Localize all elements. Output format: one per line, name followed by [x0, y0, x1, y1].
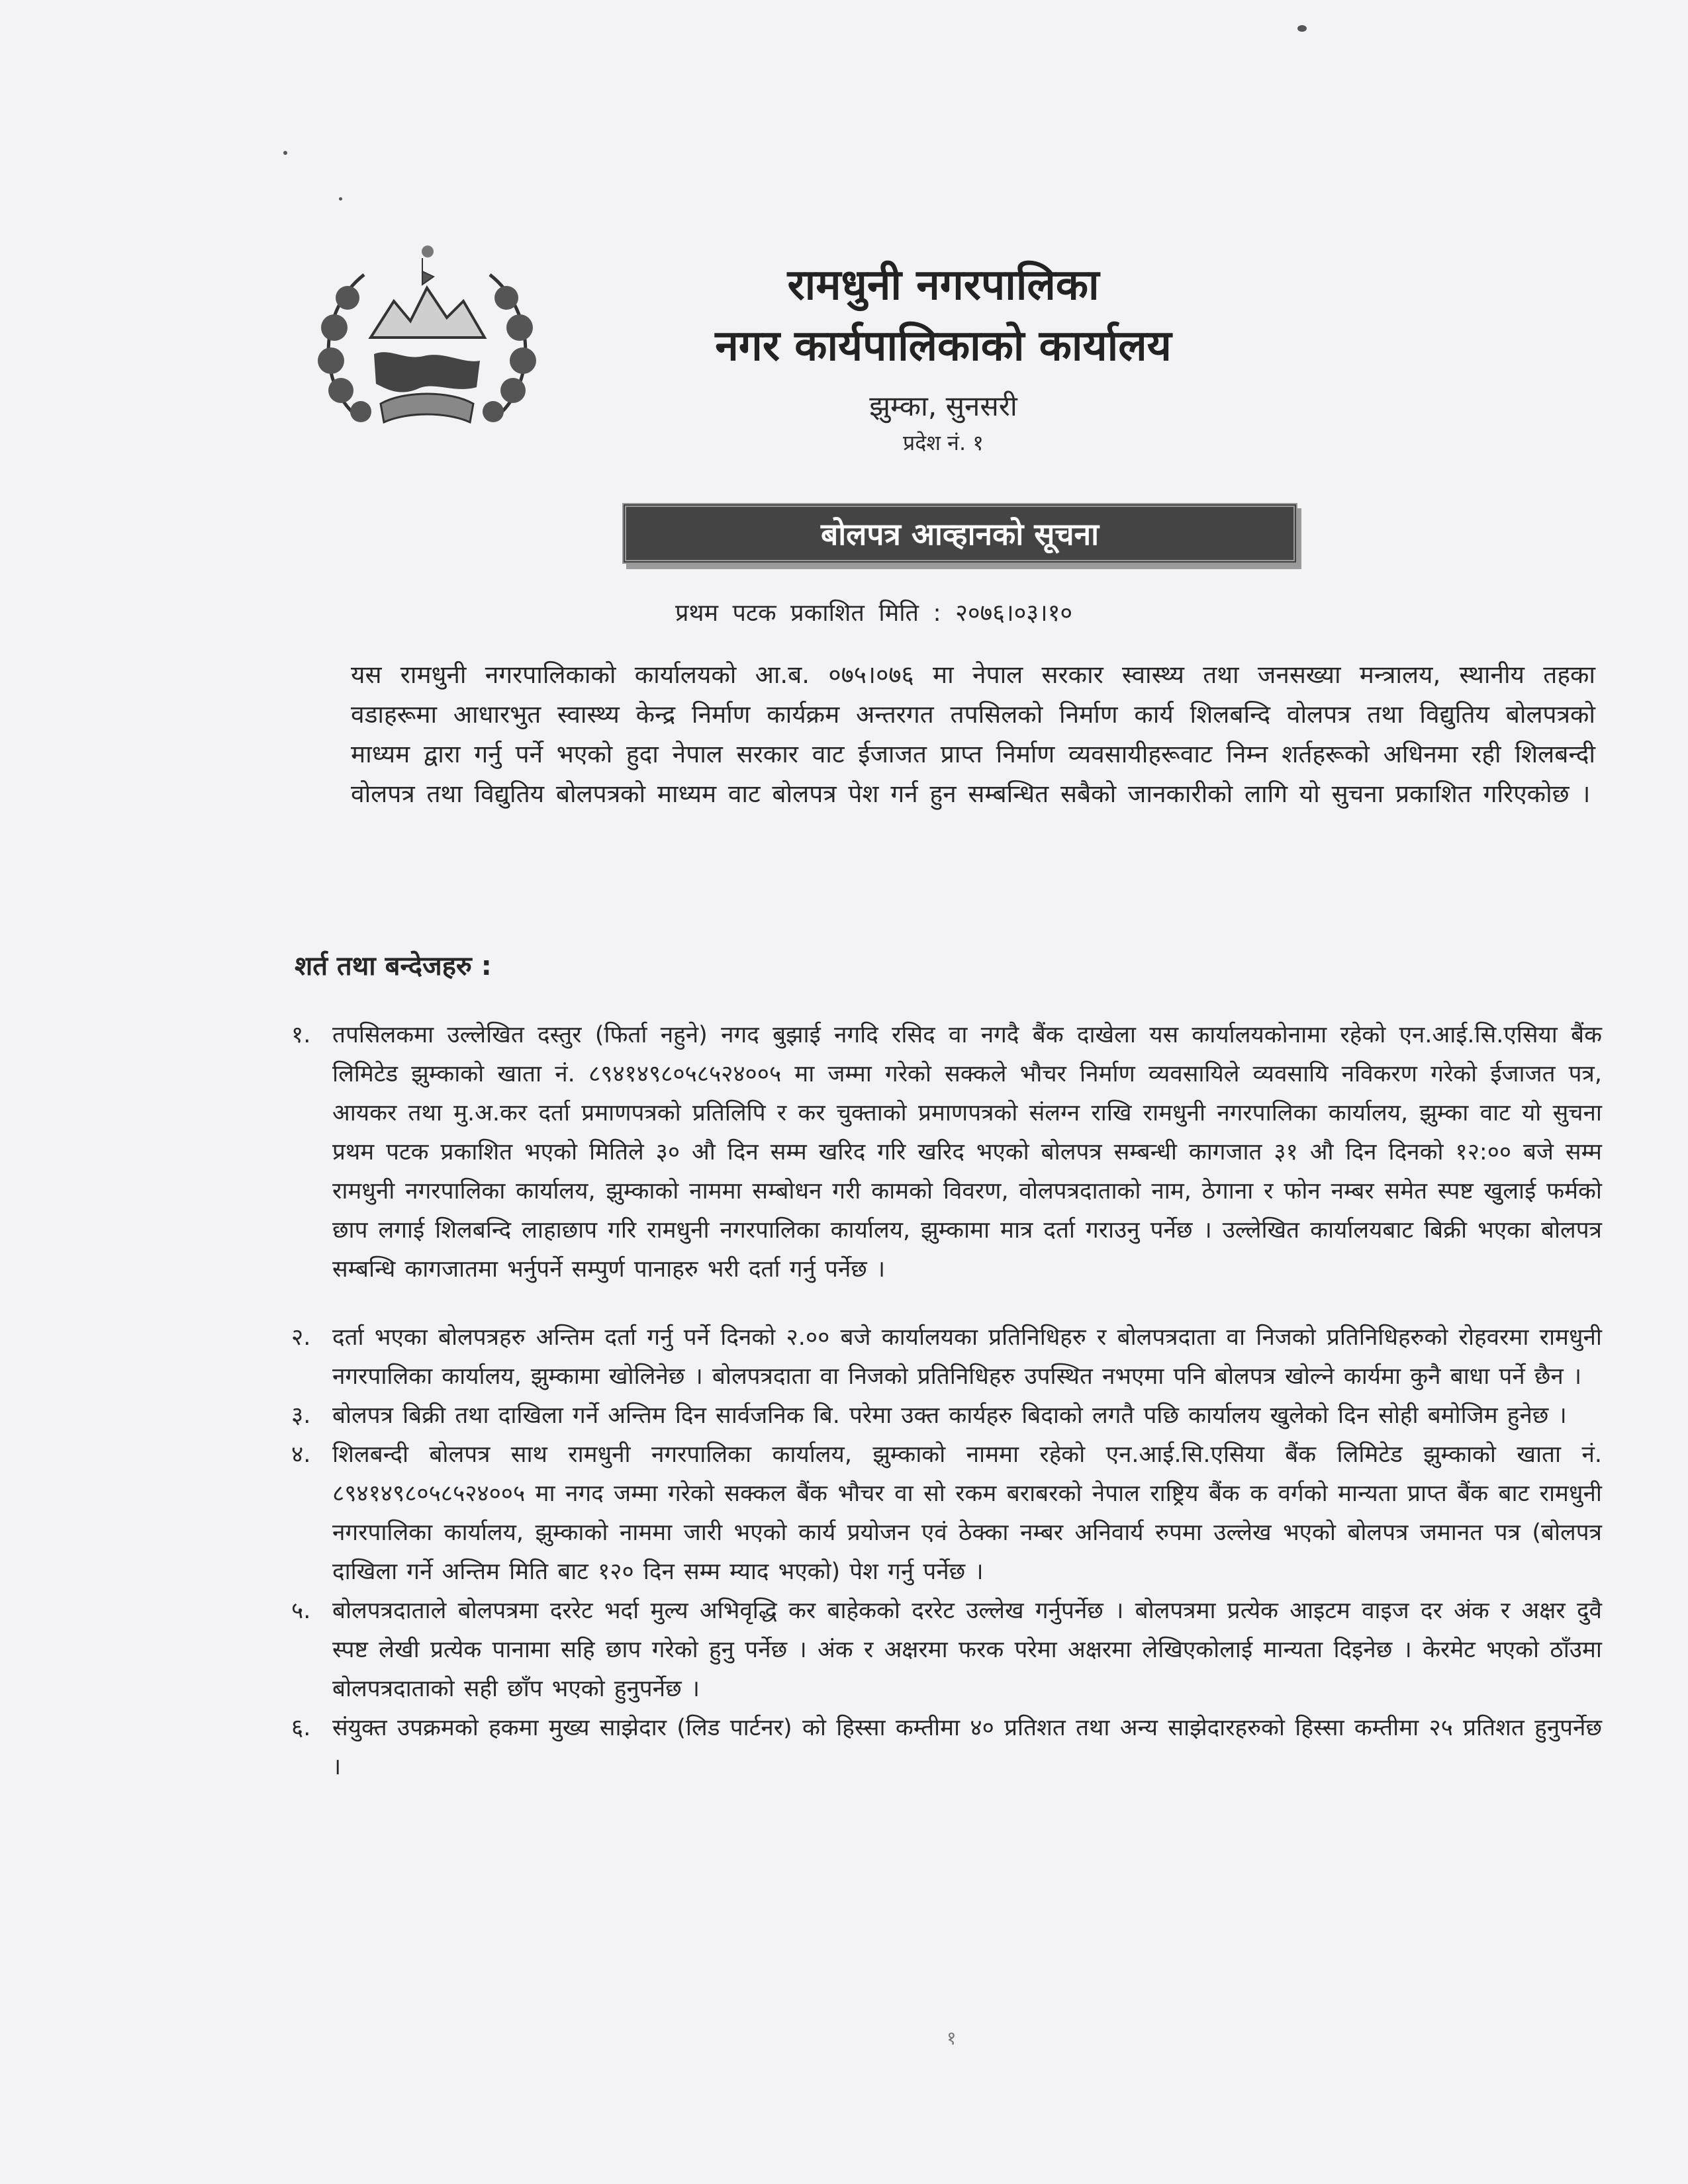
office-header	[596, 255, 1291, 459]
term-text: तपसिलकमा उल्लेखित दस्तुर (फिर्ता नहुने) नगद बुझाई नगदि रसिद वा नगदै बैंक दाखेला यस कार्यालयकोनामा रहेको एन.आई.सि.एसिया बैंक लिमिटेड झुम्काको खाता नं. ८९४१४९८०५८५२४००५ मा जम्मा गरेको सक्कले भौचर निर्माण व्यवसायिले व्यवसायि नविकरण गरेको ईजाजत पत्र, आयकर तथा मु.अ.कर दर्ता प्रमाणपत्रको प्रतिलिपि र कर चुक्ताको प्रमाणपत्रको संलग्न राखि रामधुनी नगरपालिका कार्यालय, झुम्का वाट यो सुचना प्रथम पटक प्रकाशित भएको मितिले ३० औ दिन सम्म खरिद गरि खरिद भएको बोलपत्र सम्बन्धी कागजात ३१ औ दिन दिनको १२:०० बजे सम्म रामधुनी नगरपालिका कार्यालय, झुम्काको नाममा सम्बोधन गरी कामको विवरण, वोलपत्रदाताको नाम, ठेगाना र फोन नम्बर समेत स्पष्ट खुलाई फर्मको छाप लगाई शिलबन्दि लाहाछाप गरि रामधुनी नगरपालिका कार्यालय, झुम्कामा मात्र दर्ता गराउनु पर्नेछ । उल्लेखित कार्यालयबाट बिक्री भएका बोलपत्र सम्बन्धि कागजातमा भर्नुपर्ने सम्पुर्ण पानाहरु भरी दर्ता गर्नु पर्नेछ ।	[332, 1022, 1602, 1283]
term-text: बोलपत्रदाताले बोलपत्रमा दररेट भर्दा मुल्य अभिवृद्धि कर बाहेकको दररेट उल्लेख गर्नुपर्नेछ । बोलपत्रमा प्रत्येक आइटम वाइज दर अंक र अक्षर दुवै स्पष्ट लेखी प्रत्येक पानामा सहि छाप गरेको हुनु पर्नेछ । अंक र अक्षरमा फरक परेमा अक्षरमा लेखिएकोलाई मान्यता दिइनेछ । केरमेट भएको ठाँउमा बोलपत्रदाताको सही छाँप भएको हुनुपर्नेछ ।	[332, 1598, 1602, 1702]
publication-line	[675, 596, 1271, 628]
province-label: प्रदेश नं. १	[903, 430, 984, 455]
scan-speck	[283, 151, 287, 155]
term-number: ३.	[291, 1402, 311, 1429]
term-number: ४.	[291, 1441, 311, 1468]
scan-speck	[339, 197, 342, 201]
footer-mark: १	[947, 2027, 957, 2049]
nepal-emblem-icon	[311, 238, 543, 450]
term-text: शिलबन्दी बोलपत्र साथ रामधुनी नगरपालिका कार्यालय, झुम्काको नाममा रहेको एन.आई.सि.एसिया बैंक लिमिटेड झुम्काको खाता नं. ८९४१४९८०५८५२४००५ मा नगद जम्मा गरेको सक्कल बैंक भौचर वा सो रकम बराबरको नेपाल राष्ट्रिय बैंक क वर्गको मान्यता प्राप्त बैंक बाट रामधुनी नगरपालिका कार्यालय, झुम्काको नाममा जारी भएको कार्य प्रयोजन एवं ठेक्का नम्बर अनिवार्य रुपमा उल्लेख भएको बोलपत्र जमानत पत्र (बोलपत्र दाखिला गर्ने अन्तिम मिति बाट १२० दिन सम्म म्याद भएको) पेश गर्नु पर्नेछ ।	[332, 1441, 1602, 1585]
publication-date: २०७६।०३।१०	[955, 600, 1073, 627]
term-text: संयुक्त उपक्रमको हकमा मुख्य साझेदार (लिड पार्टनर) को हिस्सा कम्तीमा ४० प्रतिशत तथा अन्य साझेदारहरुको हिस्सा कम्तीमा २५ प्रतिशत हुनुपर्नेछ ।	[332, 1715, 1602, 1780]
municipality-name: रामधुनी नगरपालिका	[787, 261, 1100, 310]
term-text: बोलपत्र बिक्री तथा दाखिला गर्ने अन्तिम दिन सार्वजनिक बि. परेमा उक्त कार्यहरु बिदाको लगतै पछि कार्यालय खुलेको दिन सोही बमोजिम हुनेछ ।	[332, 1402, 1567, 1429]
intro-paragraph: यस रामधुनी नगरपालिकाको कार्यालयको आ.ब. ०७५।०७६ मा नेपाल सरकार स्वास्थ्य तथा जनसख्या मन्त्रालय, स्थानीय तहका वडाहरूमा आधारभुत स्वास्थ्य केन्द्र निर्माण कार्यक्रम अन्तरगत तपसिलको निर्माण कार्य शिलबन्दि वोलपत्र तथा विद्युतिय बोलपत्रको माध्यम द्वारा गर्नु पर्ने भएको हुदा नेपाल सरकार वाट ईजाजत प्राप्त निर्माण व्यवसायीहरूवाट निम्न शर्तहरूको अधिनमा रही शिलबन्दी वोलपत्र तथा विद्युतिय बोलपत्रको माध्यम वाट बोलपत्र पेश गर्न हुन सम्बन्धित सबैको जानकारीको लागि यो सुचना प्रकाशित गरिएकोछ ।	[351, 660, 1595, 808]
term-number: ६.	[291, 1715, 311, 1741]
term-item	[291, 1396, 1602, 1435]
term-item	[291, 1318, 1602, 1396]
office-address: झुम्का, सुनसरी	[869, 390, 1017, 422]
term-item	[291, 1016, 1602, 1289]
term-number: १.	[291, 1022, 311, 1048]
term-item	[291, 1435, 1602, 1592]
publication-label: प्रथम पटक प्रकाशित मिति :	[675, 600, 941, 627]
term-number: ५.	[291, 1598, 311, 1624]
term-item	[291, 1709, 1602, 1787]
terms-list	[291, 1016, 1602, 1787]
term-item	[291, 1592, 1602, 1709]
notice-title: बोलपत्र आव्हानको सूचना	[820, 516, 1100, 552]
notice-banner	[622, 503, 1297, 564]
terms-heading: शर्त तथा बन्देजहरु :	[295, 951, 492, 981]
term-text: दर्ता भएका बोलपत्रहरु अन्तिम दर्ता गर्नु पर्ने दिनको २.०० बजे कार्यालयका प्रतिनिधिहरु र बोलपत्रदाता वा निजको प्रतिनिधिहरुको रोहवरमा रामधुनी नगरपालिका कार्यालय, झुम्कामा खोलिनेछ । बोलपत्रदाता वा निजको प्रतिनिधिहरु उपस्थित नभएमा पनि बोलपत्र खोल्ने कार्यमा कुनै बाधा पर्ने छैन ।	[332, 1324, 1602, 1390]
scan-speck	[1297, 25, 1307, 32]
term-number: २.	[291, 1324, 311, 1351]
office-name: नगर कार्यपालिकाको कार्यालय	[715, 322, 1172, 371]
